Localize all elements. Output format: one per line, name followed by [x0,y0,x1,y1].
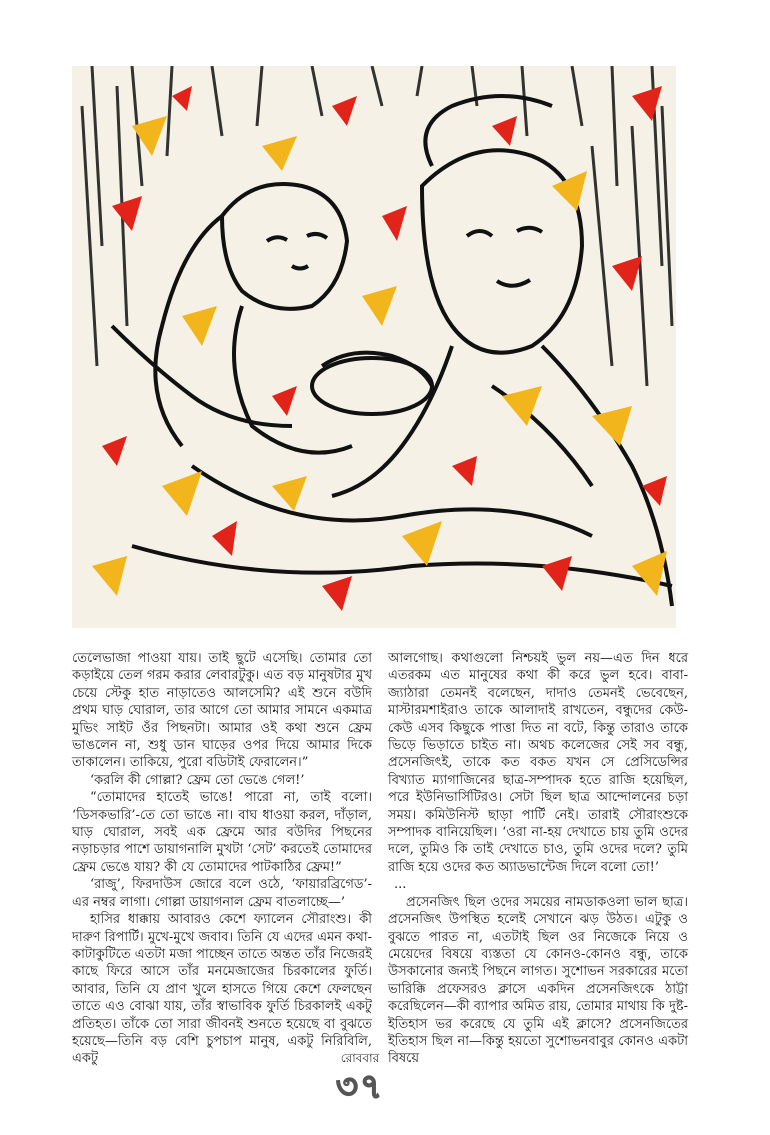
section-break: ... [394,877,407,893]
paragraph: ‘রাজু’, ফিরদাউস জোরে বলে ওঠে, ‘ফায়ারব্রিগেড’-এর নম্বর লাগা। গোল্লা ডায়াগনাল ফ্রেম বাতলাচ্ছে—’ [72,877,372,910]
paragraph: আলগোছ। কথাগুলো নিশ্চয়ই ভুল নয়—এত দিন ধরে এতরকম এত মানুষের কথা কী করে ভুল হবে। বাবা-জ্যাঠারা তেমনই বলেছেন, দাদাও তেমনই ভেবেছেন, মাস্টারমশাইরাও তাকে আলাদাই রাখতেন, বন্ধুদের কেউ-কেউ এসব কিছুকে পাত্তা দিত না বটে, কিন্তু তারাও তাকে ভিড়ে ভিড়াতে চাইত না। অথচ কলেজের সেই সব বন্ধু, প্রসেনজিৎই, তাকে কত বকত যখন সে প্রেসিডেন্সির বিখ্যাত ম্যাগাজিনের ছাত্র-সম্পাদক হতে রাজি হয়েছিল, পরে ইউনিভার্সিটিরও। সেটা ছিল ছাত্র আন্দোলনের চড়া সময়। কমিউনিস্ট ছাড়া পার্টি নেই। তারাই সৌরাংশুকে সম্পাদক বানিয়েছিল। ‘ওরা না-হয় দেখাতে চায় তুমি ওদের দলে, তুমিও কি তাই দেখাতে চাও, তুমি ওদের দলে? তুমি রাজি হয়ে ওদের কত অ্যাডভান্টেজ দিলে বলো তো!’ [388,651,688,875]
paragraph: “তোমাদের হাতেই ভাঙে! পারো না, তাই বলো। ‘ডিসকভারি’-তে তো ভাঙে না। বাঘ ধাওয়া করল, দাঁড়াল, ঘাড় ঘোরাল, সবই এক ফ্রেমে আর বউদির পিছনের নড়াচড়ার পাশে ডায়াগনালি মুখটা ‘সেট’ করতেই তোমাদের ফ্রেম ভেঙে যায়? কী যে তোমাদের পাটকাঠির ফ্রেম!” [72,790,372,875]
story-illustration [72,66,676,628]
right-text-column [388,650,688,1068]
paragraph: হাসির ধাক্কায় আবারও কেশে ফ্যালেন সৌরাংশু। কী দারুণ রিপার্টি। মুখে-মুখে জবাব। তিনি যে এদের এমন কথা-কাটাকুটিতে এতটা মজা পাচ্ছেন তাতে অন্তত তাঁর নিজেরই কাছে ফিরে আসে তাঁর মনমেজাজের চিরকালের ফুর্তি। আবার, তিনি যে প্রাণ খুলে হাসতে গিয়ে কেশে ফেলছেন তাতে এও বোঝা যায়, তাঁর স্বাভাবিক ফুর্তি চিরকালই একটু প্রতিহত। তাঁকে তো সারা জীবনই শুনতে হয়েছে বা বুঝতে হয়েছে—তিনি বড় বেশি চুপচাপ মানুষ, একটু নিরিবিলি, একটু [72,912,372,1067]
magazine-name: রোববার [340,1051,380,1065]
paragraph: প্রসেনজিৎ ছিল ওদের সময়ের নামডাকওলা ভাল ছাত্র। প্রসেনজিৎ উপস্থিত হলেই সেখানে ঝড় উঠত। এটুকু ও বুঝতে পারত না, এতটাই ছিল ওর নিজেকে নিয়ে ও মেয়েদের বিষয়ে ব্যস্ততা যে কোনও-কোনও বন্ধু, তাকে উসকানোর জন্যই পিছনে লাগত। সুশোভন সরকারের মতো ভারিক্কি প্রফেসরও ক্লাসে একদিন প্রসেনজিৎকে ঠাট্টা করেছিলেন—কী ব্যাপার অমিত রায়, তোমার মাথায় কি দুষ্ট-ইতিহাস ভর করেছে যে তুমি এই ক্লাসে? প্রসেনজিতের ইতিহাস ছিল না—কিন্তু হয়তো সুশোভনবাবুর কোনও একটা বিষয়ে [388,894,688,1067]
page-number: ৩৭ [335,1067,385,1107]
left-text-column [72,650,372,1068]
page-footer [320,1050,400,1107]
paragraph: ‘করলি কী গোল্লা? ফ্রেম তো ভেঙে গেল!’ [90,772,305,788]
sketch-illustration-icon [72,66,676,628]
paragraph: তেলেভাজা পাওয়া যায়। তাই ছুটে এসেছি। তোমার তো কড়াইয়ে তেল গরম করার লেবারটুকু। এত বড় মানুষটার মুখ চেয়ে স্টেকু হাত নাড়াতেও আলসেমি? এই শুনে বউদি প্রথম ঘাড় ঘোরাল, তার আগে তো আমার সামনে একমাত্র মুভিং সাইট ওঁর পিছনটা। আমার ওই কথা শুনে ফ্রেম ভাঙলেন না, শুধু ডান ঘাড়ের ওপর দিয়ে আমার দিকে তাকালেন। তাকিয়ে, পুরো বডিটাই ফেরালেন।” [72,651,372,771]
